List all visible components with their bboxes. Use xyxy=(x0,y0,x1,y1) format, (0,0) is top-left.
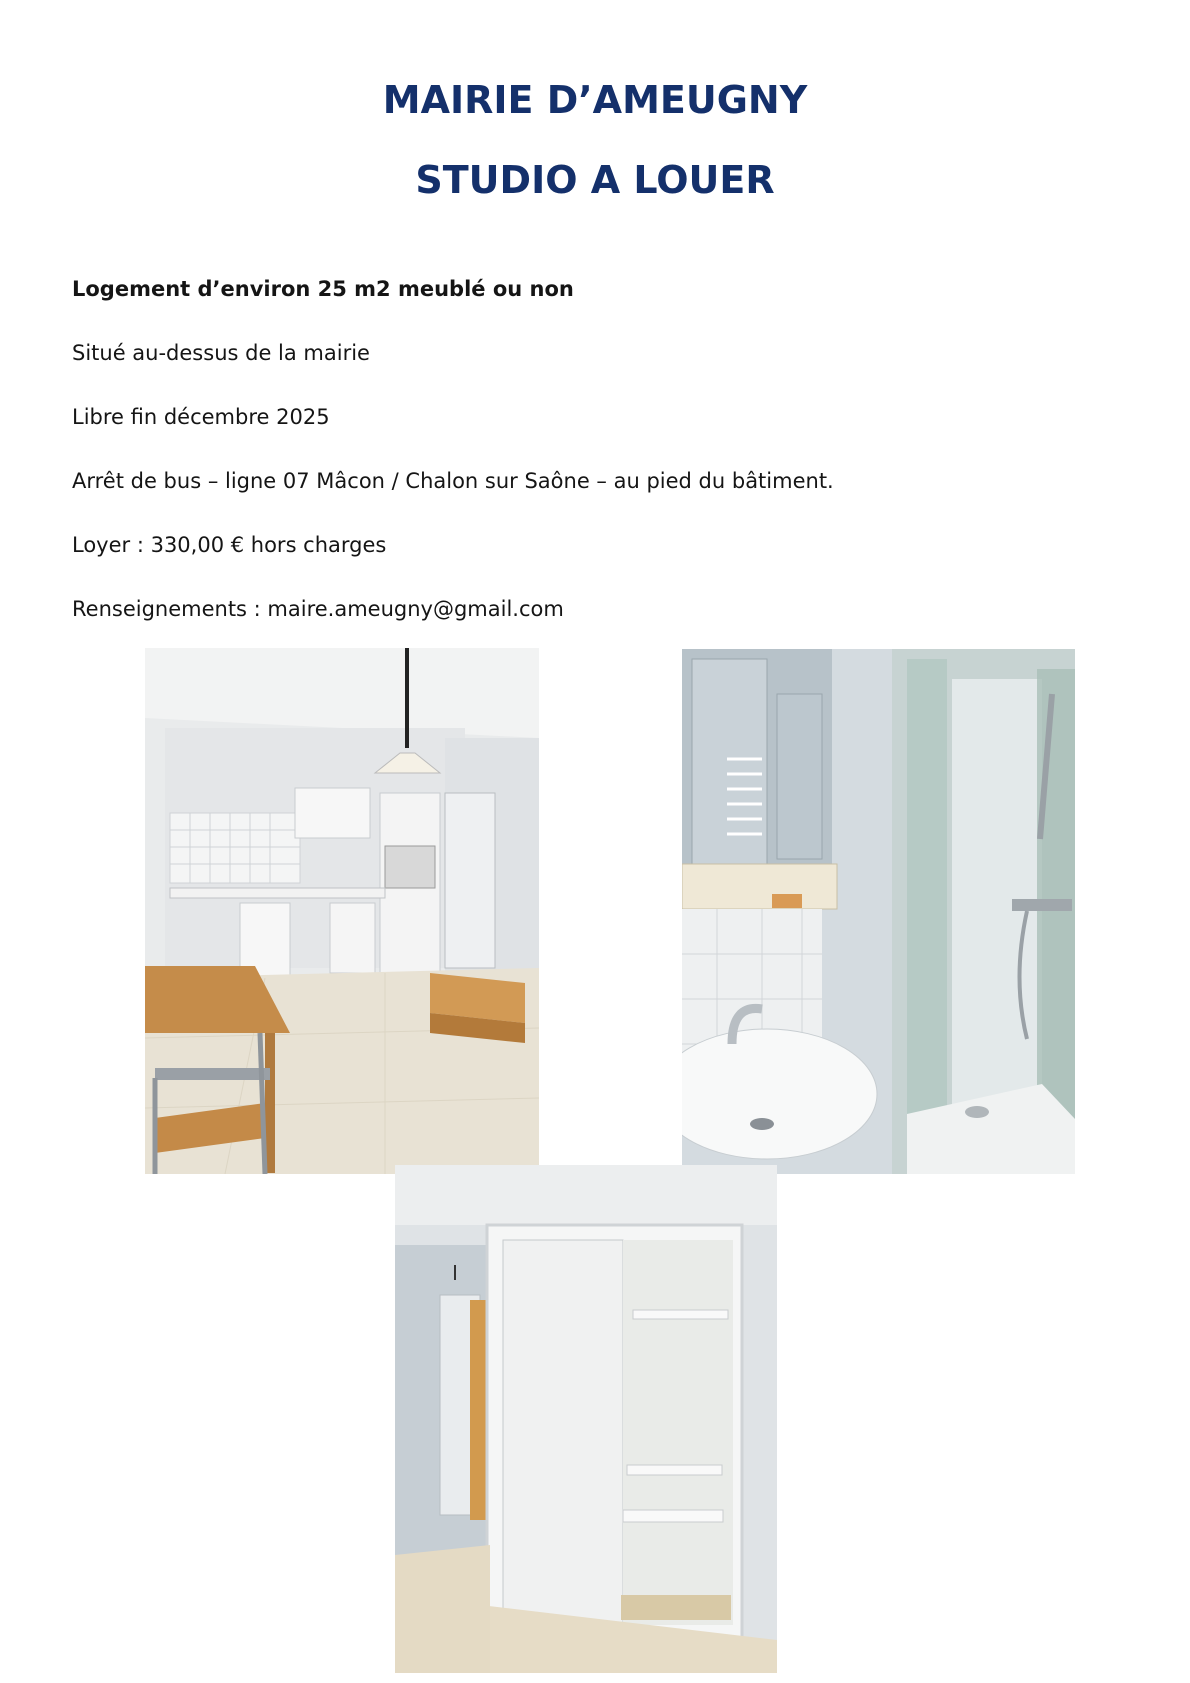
kitchen-photo xyxy=(145,648,539,1174)
detail-availability: Libre fin décembre 2025 xyxy=(72,405,330,429)
detail-contact: Renseignements : maire.ameugny@gmail.com xyxy=(72,597,564,621)
detail-location: Situé au-dessus de la mairie xyxy=(72,341,370,365)
page-title: MAIRIE D’AMEUGNY xyxy=(382,78,808,122)
detail-bus: Arrêt de bus – ligne 07 Mâcon / Chalon sur Saône – au pied du bâtiment. xyxy=(72,469,834,493)
detail-size: Logement d’environ 25 m2 meublé ou non xyxy=(72,277,574,301)
detail-rent: Loyer : 330,00 € hors charges xyxy=(72,533,387,557)
page-subtitle: STUDIO A LOUER xyxy=(415,158,775,202)
bathroom-photo xyxy=(682,649,1075,1174)
wardrobe-photo xyxy=(395,1165,777,1673)
